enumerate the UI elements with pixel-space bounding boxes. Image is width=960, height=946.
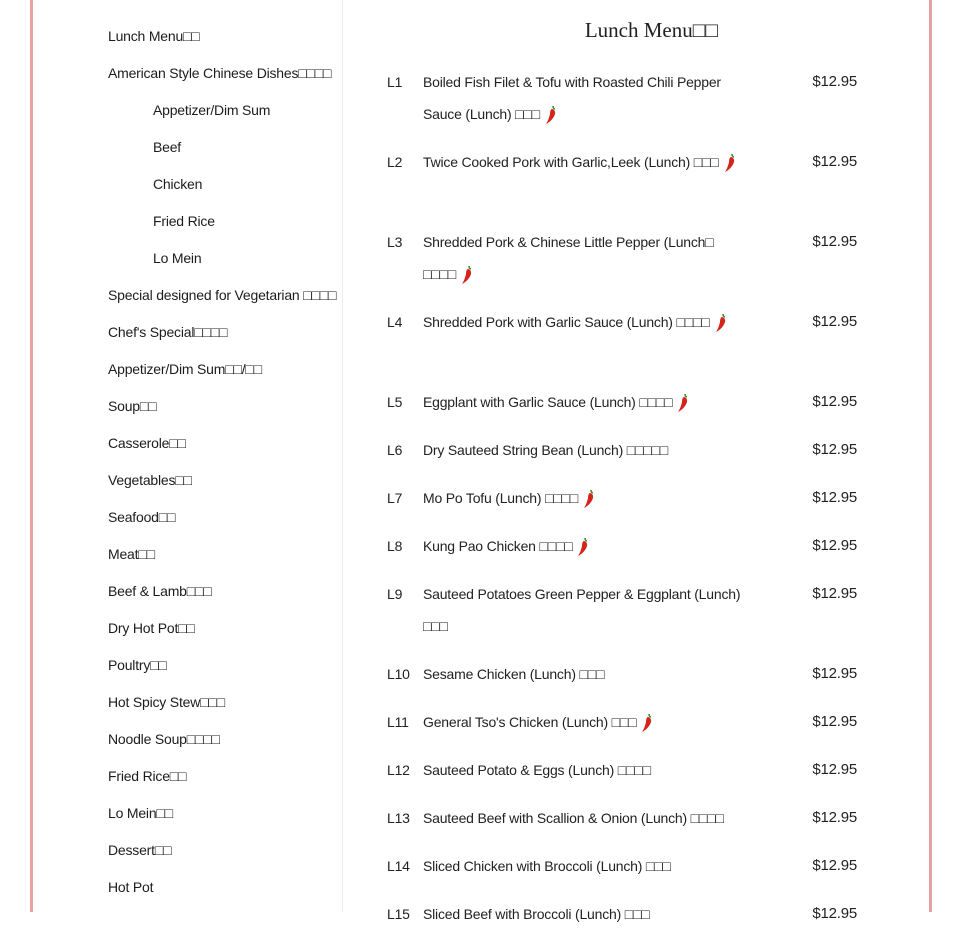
sidebar-item[interactable]: Seafood□□	[108, 509, 176, 525]
menu-item-row[interactable]	[387, 706, 857, 754]
menu-item-row[interactable]	[387, 898, 857, 946]
menu-item-code: L8	[387, 538, 403, 554]
menu-item-code: L1	[387, 74, 403, 90]
menu-item-name-text: Sliced Beef with Broccoli (Lunch) □□□	[423, 906, 650, 922]
chili-pepper-icon	[582, 489, 596, 509]
sidebar-item[interactable]: Special designed for Vegetarian □□□□	[108, 287, 337, 303]
menu-item-name	[423, 66, 743, 130]
sidebar-item[interactable]: Poultry□□	[108, 657, 167, 673]
menu-item-row[interactable]	[387, 658, 857, 706]
menu-item-code: L4	[387, 314, 403, 330]
sidebar-item[interactable]: Soup□□	[108, 398, 157, 414]
menu-item-price: $12.95	[812, 761, 857, 778]
menu-item-row[interactable]	[387, 530, 857, 578]
sidebar-item[interactable]: Dessert□□	[108, 842, 172, 858]
menu-item-code: L12	[387, 762, 410, 778]
menu-item-name	[423, 146, 743, 178]
menu-item-row[interactable]	[387, 802, 857, 850]
menu-item-name	[423, 754, 743, 786]
menu-item-name-text: Mo Po Tofu (Lunch) □□□□	[423, 490, 579, 506]
menu-item-row[interactable]	[387, 434, 857, 482]
menu-item-name-text: Eggplant with Garlic Sauce (Lunch) □□□□	[423, 394, 673, 410]
sidebar-item[interactable]: Hot Spicy Stew□□□	[108, 694, 225, 710]
menu-item-price: $12.95	[812, 313, 857, 330]
sidebar-item[interactable]: Lo Mein	[153, 250, 202, 266]
menu-item-row[interactable]	[387, 578, 857, 658]
menu-item-name-text: General Tso's Chicken (Lunch) □□□	[423, 714, 637, 730]
menu-item-row[interactable]	[387, 66, 857, 146]
sidebar-item[interactable]: Fried Rice□□	[108, 768, 187, 784]
menu-item-code: L6	[387, 442, 403, 458]
menu-item-name	[423, 802, 743, 834]
sidebar-item[interactable]: Fried Rice	[153, 213, 215, 229]
menu-item-code: L15	[387, 906, 410, 922]
menu-item-row[interactable]	[387, 146, 857, 226]
sidebar-item[interactable]: Appetizer/Dim Sum	[153, 102, 271, 118]
sidebar-item[interactable]: Beef & Lamb□□□	[108, 583, 212, 599]
menu-item-name-text: Twice Cooked Pork with Garlic,Leek (Lunch) □□□	[423, 154, 719, 170]
menu-item-name	[423, 226, 743, 290]
menu-item-name-text: Shredded Pork with Garlic Sauce (Lunch) □□□□	[423, 314, 710, 330]
sidebar-item[interactable]: Meat□□	[108, 546, 155, 562]
chili-pepper-icon	[714, 313, 728, 333]
menu-item-row[interactable]	[387, 386, 857, 434]
menu-item-name-text: Sauteed Potato & Eggs (Lunch) □□□□	[423, 762, 651, 778]
menu-item-price: $12.95	[812, 441, 857, 458]
menu-item-code: L13	[387, 810, 410, 826]
sidebar-item[interactable]: Lunch Menu□□	[108, 28, 200, 44]
menu-item-row[interactable]	[387, 754, 857, 802]
menu-item-name-text: Sliced Chicken with Broccoli (Lunch) □□□	[423, 858, 671, 874]
menu-item-price: $12.95	[812, 537, 857, 554]
menu-item-price: $12.95	[812, 713, 857, 730]
menu-item-name-text: Sauteed Beef with Scallion & Onion (Lunch) □□□□	[423, 810, 724, 826]
menu-item-name	[423, 850, 743, 882]
sidebar-item[interactable]: American Style Chinese Dishes□□□□	[108, 65, 332, 81]
menu-item-name-text: Kung Pao Chicken □□□□	[423, 538, 573, 554]
menu-item-price: $12.95	[812, 489, 857, 506]
sidebar-item[interactable]: Dry Hot Pot□□	[108, 620, 195, 636]
menu-item-price: $12.95	[812, 233, 857, 250]
menu-item-name	[423, 578, 743, 642]
menu-item-name	[423, 482, 743, 514]
sidebar-item[interactable]: Casserole□□	[108, 435, 186, 451]
menu-item-price: $12.95	[812, 809, 857, 826]
chili-pepper-icon	[460, 265, 474, 285]
chili-pepper-icon	[544, 105, 558, 125]
menu-item-price: $12.95	[812, 393, 857, 410]
menu-item-name-text: Sauteed Potatoes Green Pepper & Eggplant (Lunch) □□□	[423, 586, 741, 634]
sidebar-item[interactable]: Chicken	[153, 176, 203, 192]
sidebar-item[interactable]: Hot Pot	[108, 879, 154, 895]
menu-items-list	[387, 66, 857, 946]
menu-item-row[interactable]	[387, 226, 857, 306]
sidebar-item[interactable]: Lo Mein□□	[108, 805, 173, 821]
category-sidebar	[108, 18, 342, 906]
menu-item-name	[423, 530, 743, 562]
menu-item-price: $12.95	[812, 905, 857, 922]
menu-item-name-text: Sesame Chicken (Lunch) □□□	[423, 666, 605, 682]
menu-item-code: L2	[387, 154, 403, 170]
menu-item-code: L9	[387, 586, 403, 602]
sidebar-item[interactable]: Noodle Soup□□□□	[108, 731, 220, 747]
chili-pepper-icon	[723, 153, 737, 173]
menu-title: Lunch Menu□□	[584, 18, 719, 42]
menu-item-row[interactable]	[387, 306, 857, 386]
chili-pepper-icon	[576, 537, 590, 557]
menu-item-row[interactable]	[387, 850, 857, 898]
menu-item-name-text: Boiled Fish Filet & Tofu with Roasted Chili Pepper Sauce (Lunch) □□□	[423, 74, 721, 122]
menu-item-name-text: Dry Sauteed String Bean (Lunch) □□□□□	[423, 442, 668, 458]
menu-item-price: $12.95	[812, 665, 857, 682]
menu-item-code: L14	[387, 858, 410, 874]
sidebar-item[interactable]: Vegetables□□	[108, 472, 192, 488]
menu-item-row[interactable]	[387, 482, 857, 530]
menu-item-price: $12.95	[812, 73, 857, 90]
sidebar-item[interactable]: Chef's Special□□□□	[108, 324, 228, 340]
menu-item-code: L10	[387, 666, 410, 682]
menu-item-name	[423, 658, 743, 690]
chili-pepper-icon	[640, 713, 654, 733]
sidebar-item[interactable]: Beef	[153, 139, 181, 155]
menu-item-code: L7	[387, 490, 403, 506]
menu-item-name-text: Shredded Pork & Chinese Little Pepper (Lunch□ □□□□	[423, 234, 714, 282]
menu-item-name	[423, 434, 743, 466]
sidebar-divider	[342, 0, 343, 912]
sidebar-item[interactable]: Appetizer/Dim Sum□□/□□	[108, 361, 262, 377]
menu-item-code: L11	[387, 714, 409, 730]
chili-pepper-icon	[676, 393, 690, 413]
menu-item-name	[423, 706, 743, 738]
menu-item-price: $12.95	[812, 857, 857, 874]
menu-item-name	[423, 898, 743, 930]
menu-item-price: $12.95	[812, 585, 857, 602]
menu-item-price: $12.95	[812, 153, 857, 170]
menu-item-code: L5	[387, 394, 403, 410]
menu-item-name	[423, 386, 743, 418]
menu-item-name	[423, 306, 743, 338]
menu-item-code: L3	[387, 234, 403, 250]
